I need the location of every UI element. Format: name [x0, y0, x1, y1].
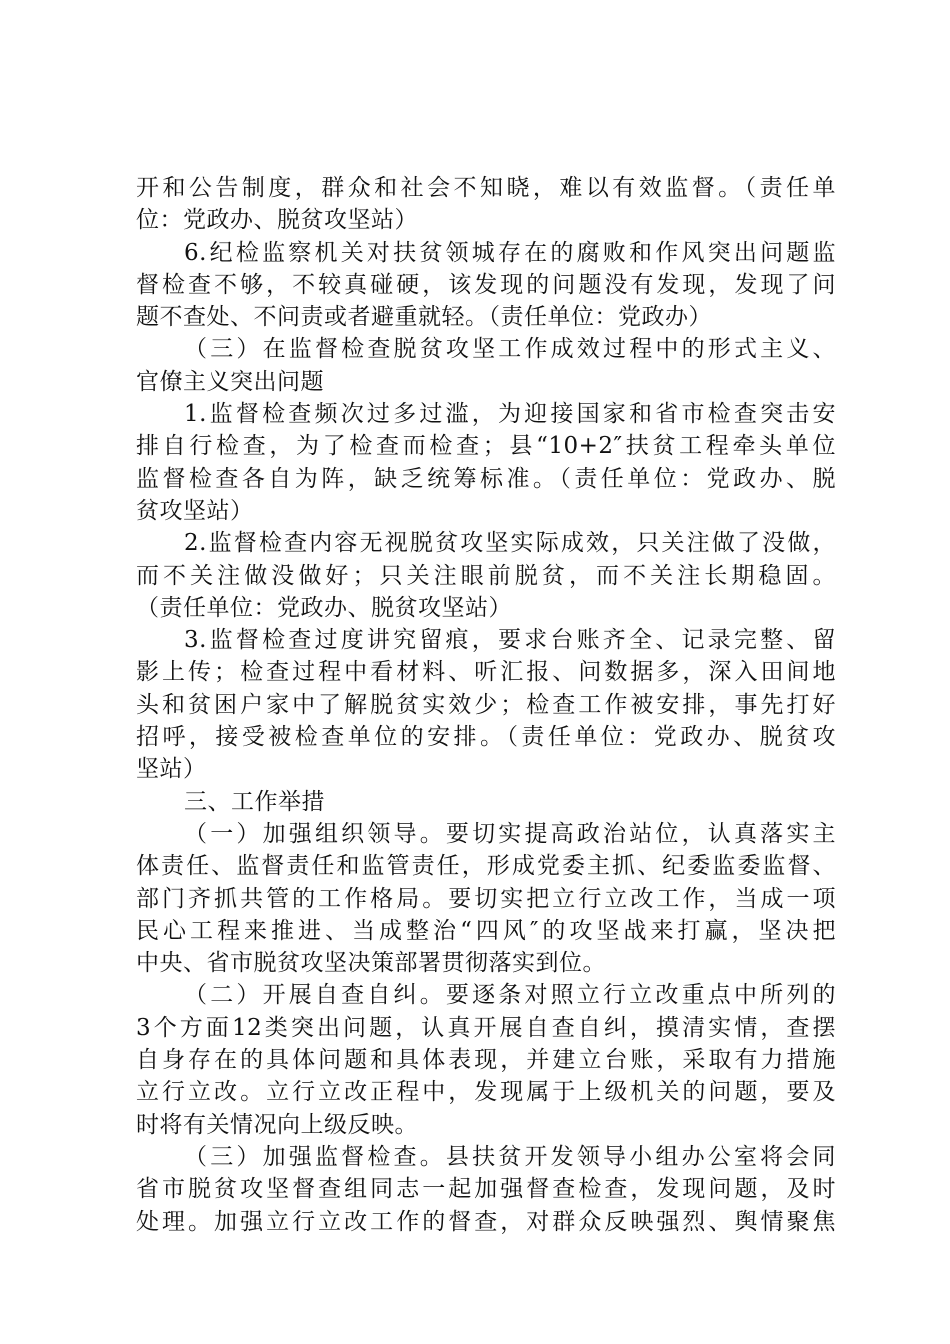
text-line: 而不关注做没做好；只关注眼前脱贫，而不关注长期稳固。 [136, 562, 836, 589]
text-line: 体责任、监督责任和监管责任，形成党委主抓、纪委监委监督、 [136, 853, 836, 880]
text-line: 监督检查各自为阵，缺乏统筹标准。（责任单位：党政办、脱 [136, 465, 836, 492]
text-line: （三）加强监督检查。县扶贫开发领导小组办公室将会同 [184, 1143, 836, 1170]
text-line: 民心工程来推进、当成整治“四风″的攻坚战来打赢，坚决把 [136, 917, 836, 944]
text-line: 中央、省市脱贫攻坚决策部署贯彻落实到位。 [136, 950, 606, 977]
text-line: 6.纪检监察机关对扶贫领城存在的腐败和作风突出问题监 [184, 239, 836, 266]
text-line: 题不查处、不问责或者避重就轻。（责任单位：党政办） [136, 304, 712, 331]
text-line: （一）加强组织领导。要切实提高政治站位，认真落实主 [184, 820, 836, 847]
text-line: （二）开展自查自纠。要逐条对照立行立改重点中所列的 [184, 982, 836, 1009]
text-line: 督检查不够，不较真碰硬，该发现的问题没有发现，发现了问 [136, 271, 836, 298]
text-line: 自身存在的具体问题和具体表现，并建立台账，采取有力措施 [136, 1047, 836, 1074]
document-body [136, 172, 836, 1238]
text-line: 三、工作举措 [184, 788, 325, 815]
text-line: 处理。加强立行立改工作的督查，对群众反映强烈、舆情聚焦 [136, 1208, 836, 1235]
text-line: 省市脱贫攻坚督查组同志一起加强督查检查，发现问题，及时 [136, 1176, 836, 1203]
text-line: 排自行检查，为了检查而检查；县“10+2″扶贫工程牵头单位 [136, 433, 836, 460]
text-line: 2.监督检查内容无视脱贫攻坚实际成效，只关注做了没做， [184, 530, 836, 557]
text-line: 1.监督检查频次过多过滥，为迎接国家和省市检查突击安 [184, 401, 836, 428]
text-line: 开和公告制度，群众和社会不知晓，难以有效监督。（责任单 [136, 175, 836, 201]
text-line: 招呼，接受被检查单位的安排。（责任单位：党政办、脱贫攻 [136, 724, 836, 751]
text-line: 3.监督检查过度讲究留痕，要求台账齐全、记录完整、留 [184, 627, 836, 654]
text-line: 立行立改。立行立改正程中，发现属于上级机关的问题，要及 [136, 1079, 836, 1106]
text-line: （三）在监督检查脱贫攻坚工作成效过程中的形式主义、 [184, 336, 836, 363]
text-line: （责任单位：党政办、脱贫攻坚站） [136, 594, 512, 621]
text-line: 影上传；检查过程中看材料、听汇报、问数据多，深入田间地 [136, 659, 836, 686]
text-line: 3个方面12类突出问题，认真开展自查自纠，摸清实情，查摆 [136, 1014, 836, 1041]
text-line: 时将有关情况向上级反映。 [136, 1111, 418, 1138]
text-line: 头和贫困户家中了解脱贫实效少；检查工作被安排，事先打好 [136, 691, 836, 718]
text-line: 贫攻坚站） [136, 497, 254, 524]
text-line: 官僚主义突出问题 [136, 368, 324, 395]
text-line: 位：党政办、脱贫攻坚站） [136, 207, 418, 234]
text-line: 部门齐抓共管的工作格局。要切实把立行立改工作，当成一项 [136, 885, 836, 912]
text-line: 坚站） [136, 756, 207, 783]
